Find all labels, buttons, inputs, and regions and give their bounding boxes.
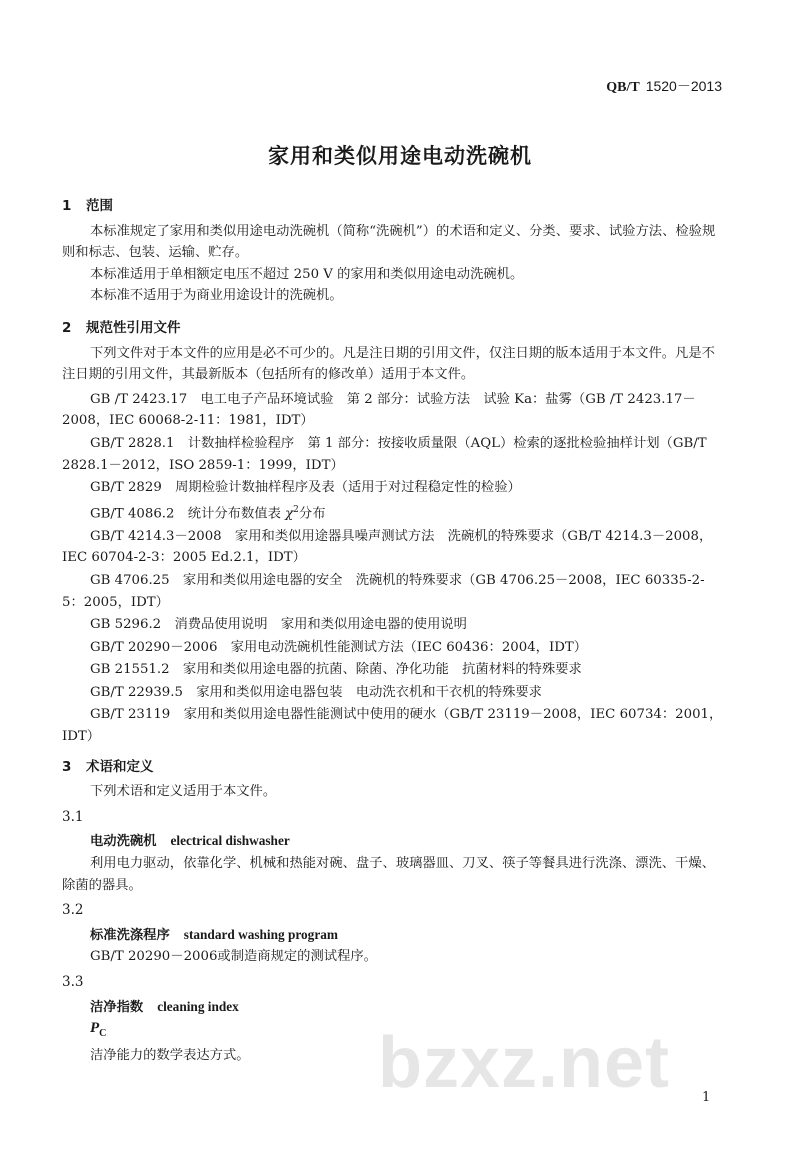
- term-definition: 洁净能力的数学表达方式。: [90, 1047, 250, 1063]
- standard-code-prefix: QB/T: [606, 80, 640, 95]
- term-heading: [90, 830, 726, 853]
- term-en: cleaning index: [157, 998, 239, 1014]
- term-heading: [90, 996, 726, 1019]
- term-number: 3.3: [62, 974, 84, 991]
- reference-text: 分布: [298, 506, 326, 522]
- section-heading-terms: [62, 757, 726, 779]
- document-body: [62, 196, 726, 1066]
- reference-item: GB/T 23119 家用和类似用途电器性能测试中使用的硬水（GB/T 23119－2008，IEC 60734：2001，IDT）: [62, 707, 723, 745]
- chi-symbol: χ: [285, 506, 294, 522]
- watermark: bzxz.net: [378, 1023, 671, 1103]
- reference-item-chi-square: [62, 500, 726, 525]
- paragraph: 本标准适用于单相额定电压不超过 250 V 的家用和类似用途电动洗碗机。: [90, 266, 524, 282]
- reference-text: GB/T 4086.2 统计分布数值表: [90, 506, 286, 522]
- page-number: 1: [702, 1090, 711, 1105]
- paragraph: 本标准不适用于为商业用途设计的洗碗机。: [90, 288, 343, 304]
- section-heading-normative-references: [62, 318, 726, 340]
- standard-code-number: 1520－2013: [645, 78, 722, 94]
- term-zh: 标准洗涤程序: [90, 927, 170, 943]
- paragraph: 下列术语和定义适用于本文件。: [90, 784, 277, 800]
- section-title: 术语和定义: [86, 758, 154, 775]
- symbol-subscript: C: [99, 1028, 107, 1040]
- reference-item: GB/T 4214.3－2008 家用和类似用途器具噪声测试方法 洗碗机的特殊要求（GB/T 4214.3－2008，IEC 60704-2-3：2005 Ed.2.1，IDT）: [62, 528, 713, 566]
- symbol-letter: P: [90, 1020, 100, 1037]
- section-number: 2: [62, 319, 72, 336]
- term-heading: [90, 924, 726, 947]
- chi-exponent: 2: [293, 504, 299, 515]
- term-zh: 电动洗碗机: [90, 834, 157, 850]
- term-definition: 利用电力驱动，依靠化学、机械和热能对碗、盘子、玻璃器皿、刀叉、筷子等餐具进行洗涤、漂洗、干燥、除菌的器具。: [62, 856, 715, 893]
- term-zh: 洁净指数: [90, 999, 144, 1015]
- term-definition: GB/T 20290－2006或制造商规定的测试程序。: [90, 949, 377, 965]
- section-title: 范围: [86, 198, 113, 214]
- document-title: 家用和类似用途电动洗碗机: [268, 144, 532, 168]
- section-number: 1: [62, 198, 72, 214]
- term-en: standard washing program: [183, 926, 338, 942]
- term-en: electrical dishwasher: [170, 833, 290, 849]
- reference-item: GB 5296.2 消费品使用说明 家用和类似用途电器的使用说明: [90, 617, 467, 633]
- reference-item: GB 21551.2 家用和类似用途电器的抗菌、除菌、净化功能 抗菌材料的特殊要求: [90, 662, 582, 678]
- reference-item: GB 4706.25 家用和类似用途电器的安全 洗碗机的特殊要求（GB 4706.25－2008，IEC 60335-2-5：2005，IDT）: [62, 572, 705, 610]
- reference-item: GB/T 20290－2006 家用电动洗碗机性能测试方法（IEC 60436：2004，IDT）: [90, 639, 588, 655]
- section-title: 规范性引用文件: [86, 319, 181, 336]
- term-number: 3.2: [62, 902, 84, 919]
- paragraph: 本标准规定了家用和类似用途电动洗碗机（简称“洗碗机”）的术语和定义、分类、要求、试验方法、检验规则和标志、包装、运输、贮存。: [62, 223, 716, 261]
- reference-item: GB/T 2828.1 计数抽样检验程序 第 1 部分：按接收质量限（AQL）检索的逐批检验抽样计划（GB/T 2828.1－2012，ISO 2859-1：1999，IDT）: [62, 435, 707, 473]
- section-heading-scope: [62, 196, 726, 218]
- reference-item: GB/T 22939.5 家用和类似用途电器包装 电动洗衣机和干衣机的特殊要求: [90, 684, 542, 700]
- standard-code: [606, 76, 722, 96]
- paragraph: 下列文件对于本文件的应用是必不可少的。凡是注日期的引用文件，仅注日期的版本适用于本文件。凡是不注日期的引用文件，其最新版本（包括所有的修改单）适用于本文件。: [62, 345, 715, 383]
- reference-item: GB/T 2829 周期检验计数抽样程序及表（适用于对过程稳定性的检验）: [90, 480, 521, 496]
- section-number: 3: [62, 758, 72, 775]
- term-number: 3.1: [62, 808, 84, 825]
- reference-item: GB /T 2423.17 电工电子产品环境试验 第 2 部分：试验方法 试验 Ka：盐雾（GB /T 2423.17－2008，IEC 60068-2-11：1981，IDT）: [62, 391, 696, 429]
